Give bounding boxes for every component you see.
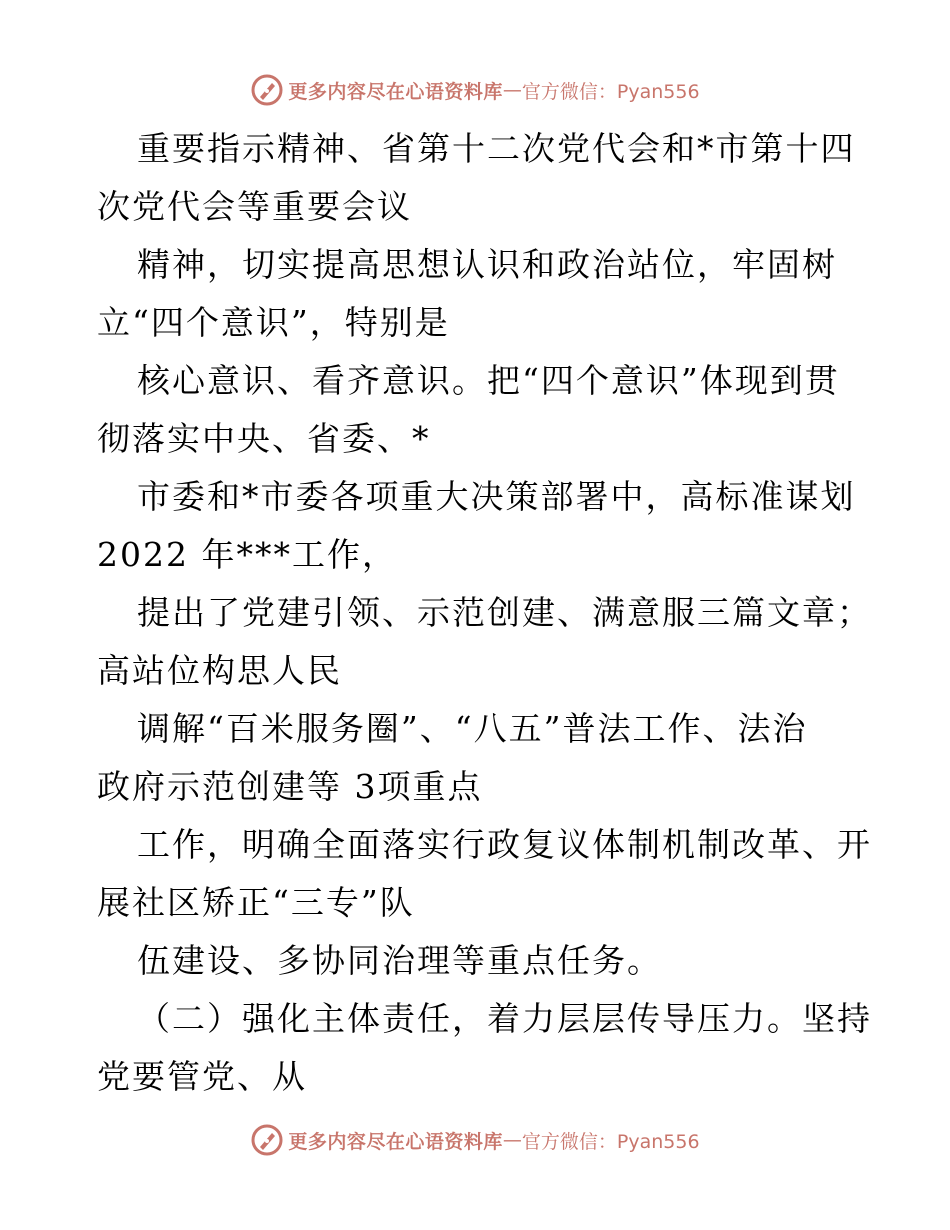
text-line: 调解“百米服务圈”、“八五”普法工作、法治 — [137, 709, 808, 748]
text-line: （二）强化主体责任，着力层层传导压力。坚持 — [137, 999, 872, 1038]
watermark-separator: — — [502, 79, 522, 101]
text-line: 次党代会等重要会议 — [97, 187, 412, 226]
text-line: 提出了党建引领、示范创建、满意服三篇文章； — [137, 593, 872, 632]
pen-nib-circle-icon — [250, 73, 284, 107]
text-line: 精神，切实提高思想认识和政治站位，牢固树 — [137, 245, 837, 284]
document-body — [97, 120, 872, 1106]
text-line: 伍建设、多协同治理等重点任务。 — [137, 941, 662, 980]
text-line: 党要管党、从 — [97, 1057, 307, 1096]
text-line: 立“四个意识”，特别是 — [97, 303, 450, 342]
watermark-contact: 官方微信：Pyan556 — [521, 80, 700, 103]
footer-watermark — [0, 1120, 950, 1160]
text-line: 2022 年***工作， — [97, 535, 397, 574]
text-line: 彻落实中央、省委、* — [97, 419, 431, 458]
watermark-text: 更多内容尽在心语资料库 — [288, 1130, 503, 1153]
text-line: 重要指示精神、省第十二次党代会和*市第十四 — [137, 129, 856, 168]
pen-nib-circle-icon — [250, 1123, 284, 1157]
text-line: 市委和*市委各项重大决策部署中，高标准谋划 — [137, 477, 856, 516]
watermark-separator: — — [502, 1129, 522, 1151]
text-line: 核心意识、看齐意识。把“四个意识”体现到贯 — [137, 361, 840, 400]
text-line: 展社区矫正“三专”队 — [97, 883, 415, 922]
text-line: 政府示范创建等 3项重点 — [97, 767, 483, 806]
text-line: 工作，明确全面落实行政复议体制机制改革、开 — [137, 825, 872, 864]
text-line: 高站位构思人民 — [97, 651, 342, 690]
header-watermark — [0, 70, 950, 110]
watermark-contact: 官方微信：Pyan556 — [521, 1130, 700, 1153]
watermark-text: 更多内容尽在心语资料库 — [288, 80, 503, 103]
